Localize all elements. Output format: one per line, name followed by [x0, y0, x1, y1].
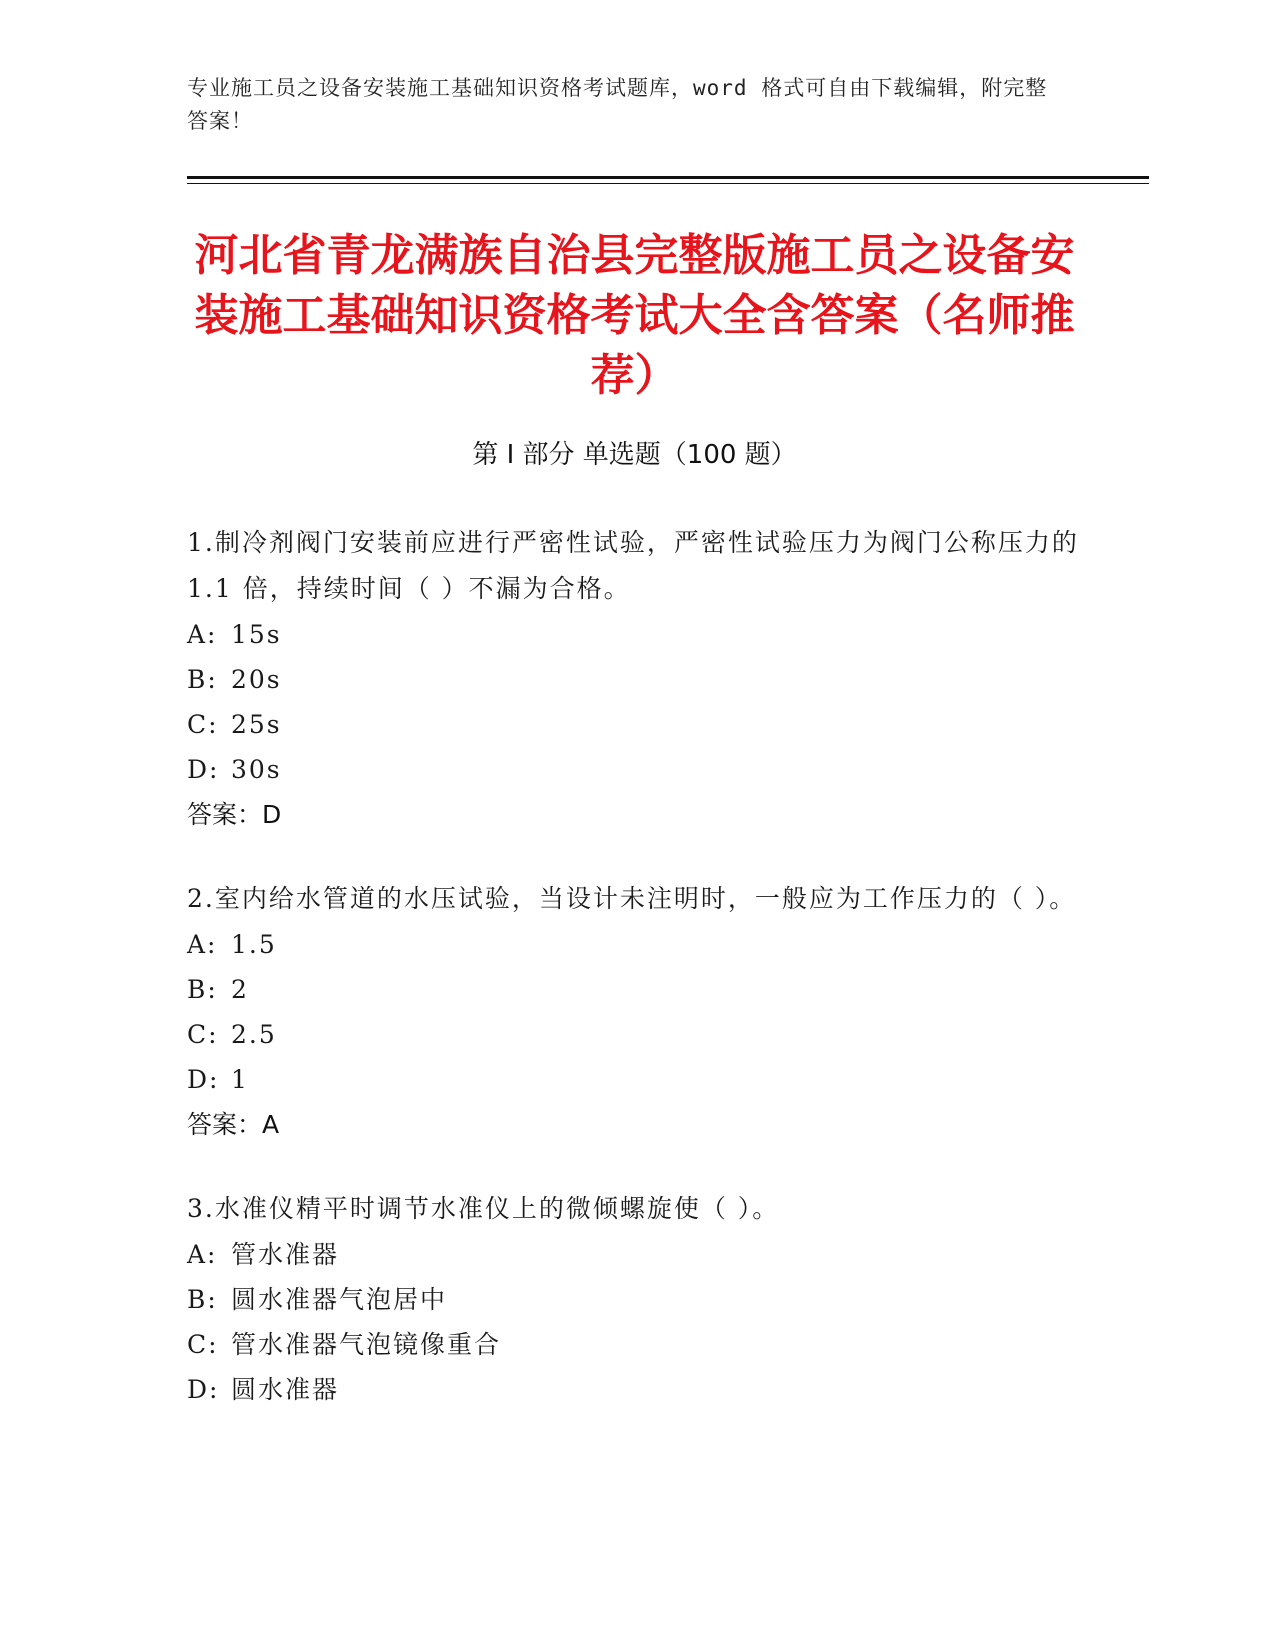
- answer-line: 答案：A: [187, 1110, 280, 1139]
- option-letter: C:: [187, 710, 219, 739]
- option-b: [187, 657, 1087, 702]
- option-c: [187, 702, 1087, 747]
- option-text: 30s: [231, 755, 282, 784]
- answer-line: 答案：D: [187, 800, 282, 829]
- option-d: [187, 747, 1087, 792]
- option-text: 15s: [231, 620, 282, 649]
- option-b: [187, 1277, 1087, 1322]
- option-text: 圆水准器气泡居中: [231, 1285, 448, 1314]
- option-text: 管水准器气泡镜像重合: [231, 1330, 502, 1359]
- option-letter: B:: [187, 975, 218, 1004]
- question-list: [187, 520, 1087, 1450]
- question-stem: 2.室内给水管道的水压试验，当设计未注明时，一般应为工作压力的（ ）。: [187, 884, 1077, 913]
- option-text: 1: [231, 1065, 249, 1094]
- option-d: [187, 1057, 1087, 1102]
- option-letter: B:: [187, 665, 218, 694]
- option-letter: D:: [187, 1065, 220, 1094]
- option-text: 2: [231, 975, 249, 1004]
- option-b: [187, 967, 1087, 1012]
- question-stem: 1.制冷剂阀门安装前应进行严密性试验，严密性试验压力为阀门公称压力的 1.1 倍，持续时间（ ）不漏为合格。: [187, 528, 1079, 603]
- option-text: 2.5: [231, 1020, 277, 1049]
- option-a: [187, 922, 1087, 967]
- option-letter: D:: [187, 1375, 220, 1404]
- option-letter: A:: [187, 620, 218, 649]
- option-text: 20s: [231, 665, 282, 694]
- option-c: [187, 1322, 1087, 1367]
- option-text: 管水准器: [231, 1240, 340, 1269]
- option-letter: D:: [187, 755, 220, 784]
- header-divider-thin: [187, 183, 1149, 184]
- option-a: [187, 612, 1087, 657]
- option-letter: A:: [187, 930, 218, 959]
- option-text: 1.5: [231, 930, 277, 959]
- question-2: [187, 876, 1087, 1148]
- header-divider-thick: [187, 176, 1149, 179]
- option-d: [187, 1367, 1087, 1412]
- section-title: 第 I 部分 单选题（100 题）: [472, 440, 797, 470]
- question-stem: 3.水准仪精平时调节水准仪上的微倾螺旋使（ ）。: [187, 1194, 780, 1223]
- question-1: [187, 520, 1087, 838]
- option-letter: C:: [187, 1330, 219, 1359]
- option-letter: B:: [187, 1285, 218, 1314]
- document-title: 河北省青龙满族自治县完整版施工员之设备安装施工基础知识资格考试大全含答案（名师推荐）: [194, 230, 1075, 401]
- question-3: [187, 1186, 1087, 1412]
- option-text: 25s: [231, 710, 282, 739]
- option-c: [187, 1012, 1087, 1057]
- option-text: 圆水准器: [231, 1375, 340, 1404]
- option-letter: C:: [187, 1020, 219, 1049]
- option-a: [187, 1232, 1087, 1277]
- option-letter: A:: [187, 1240, 218, 1269]
- header-note: 专业施工员之设备安装施工基础知识资格考试题库，word 格式可自由下载编辑，附完整答案！: [187, 76, 1048, 133]
